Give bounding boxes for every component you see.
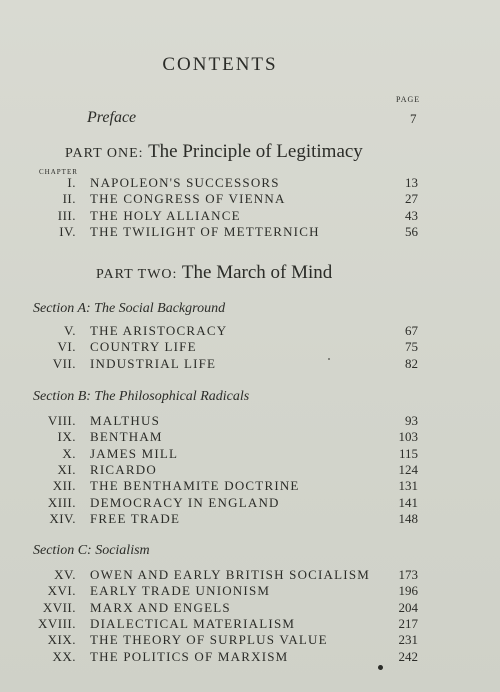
part-two-heading (96, 262, 332, 284)
chapter-number: IV. (59, 223, 76, 239)
chapter-row (0, 446, 500, 462)
chapter-page: 93 (405, 413, 418, 428)
chapter-number: IX. (57, 429, 76, 445)
chapter-number: XIV. (49, 510, 76, 526)
part-one-heading (65, 141, 363, 163)
chapter-page: 231 (398, 632, 418, 648)
chapter-row (0, 413, 500, 429)
chapter-page: 141 (398, 494, 418, 510)
chapter-number: XI. (57, 461, 76, 477)
chapter-title: BENTHAM (90, 429, 163, 445)
chapter-page: 56 (405, 223, 418, 239)
chapter-title: FREE TRADE (90, 510, 181, 526)
chapter-row (0, 208, 500, 224)
chapter-page: 124 (398, 461, 418, 477)
chapter-number: VII. (52, 355, 76, 371)
chapter-row (0, 632, 500, 648)
chapter-page: 173 (398, 567, 418, 582)
chapter-column-label: CHAPTER (39, 168, 78, 176)
chapter-page: 13 (405, 175, 418, 190)
chapter-page: 67 (405, 323, 418, 338)
preface-page: 7 (410, 111, 417, 126)
chapter-title: RICARDO (90, 461, 157, 477)
chapter-number: II. (62, 191, 76, 207)
paper-speck (328, 358, 330, 360)
chapter-row (0, 356, 500, 372)
chapter-row (0, 224, 500, 240)
chapter-title: THE BENTHAMITE DOCTRINE (90, 478, 300, 494)
chapter-title: DIALECTICAL MATERIALISM (90, 615, 296, 631)
part-two-title: The March of Mind (181, 262, 333, 283)
chapter-page: 103 (398, 429, 418, 445)
chapter-number: XIX. (47, 632, 76, 648)
chapter-row (0, 462, 500, 478)
chapter-number: XII. (52, 478, 76, 494)
chapter-page: 204 (398, 599, 418, 615)
section-a-heading: Section A: The Social Background (33, 301, 226, 316)
chapter-page: 115 (398, 445, 418, 461)
chapter-number: III. (57, 207, 76, 223)
chapter-title: THE POLITICS OF MARXISM (90, 648, 289, 664)
chapter-title: THE ARISTOCRACY (90, 323, 228, 338)
chapter-title: THE CONGRESS OF VIENNA (90, 191, 286, 207)
chapter-page: 217 (398, 615, 418, 631)
chapter-title: THE THEORY OF SURPLUS VALUE (90, 632, 328, 648)
chapter-title: JAMES MILL (90, 445, 179, 461)
chapter-title: MALTHUS (90, 413, 161, 428)
chapter-page: 196 (398, 583, 418, 599)
chapter-number: XVII. (42, 599, 76, 615)
chapter-number: XX. (52, 648, 76, 664)
chapter-title: INDUSTRIAL LIFE (90, 355, 217, 371)
part-one-title: The Principle of Legitimacy (148, 141, 363, 162)
chapter-title: NAPOLEON'S SUCCESSORS (90, 175, 280, 190)
chapter-row (0, 567, 500, 583)
chapter-number: XVIII. (37, 615, 76, 631)
preface-label: Preface (87, 109, 137, 126)
chapter-row (0, 339, 500, 355)
chapter-row (0, 175, 500, 191)
chapter-row (0, 495, 500, 511)
chapter-row (0, 429, 500, 445)
ink-dot (378, 665, 383, 670)
chapter-title: THE HOLY ALLIANCE (90, 207, 241, 223)
chapter-title: DEMOCRACY IN ENGLAND (90, 494, 280, 510)
chapter-row (0, 323, 500, 339)
chapter-number: VI. (57, 339, 76, 355)
chapter-title: EARLY TRADE UNIONISM (90, 583, 271, 599)
section-c-heading: Section C: Socialism (33, 543, 150, 558)
chapter-number: X. (62, 445, 76, 461)
chapter-page: 27 (405, 191, 418, 207)
chapter-number: XIII. (47, 494, 76, 510)
chapter-page: 242 (398, 648, 418, 664)
chapter-row (0, 600, 500, 616)
chapter-title: MARX AND ENGELS (90, 599, 231, 615)
chapter-number: VIII. (47, 413, 76, 428)
chapter-number: I. (67, 175, 76, 190)
chapter-row (0, 649, 500, 665)
chapter-row (0, 616, 500, 632)
part-one-prefix: PART ONE: (65, 146, 144, 161)
chapter-row (0, 583, 500, 599)
chapter-row (0, 191, 500, 207)
chapter-row (0, 478, 500, 494)
chapter-number: V. (64, 323, 76, 338)
chapter-title: OWEN AND EARLY BRITISH SOCIALISM (90, 567, 371, 582)
chapter-page: 148 (398, 510, 418, 526)
chapter-page: 75 (405, 339, 418, 355)
chapter-page: 131 (398, 478, 418, 494)
section-b-heading: Section B: The Philosophical Radicals (33, 389, 250, 404)
chapter-page: 82 (405, 355, 418, 371)
chapter-title: COUNTRY LIFE (90, 339, 197, 355)
chapter-page: 43 (405, 207, 418, 223)
page-column-label: PAGE (396, 95, 421, 104)
chapter-number: XVI. (47, 583, 76, 599)
chapter-number: XV. (54, 567, 76, 582)
part-two-prefix: PART TWO: (96, 267, 178, 282)
page-title: CONTENTS (162, 54, 278, 75)
chapter-row (0, 511, 500, 527)
chapter-title: THE TWILIGHT OF METTERNICH (90, 223, 320, 239)
